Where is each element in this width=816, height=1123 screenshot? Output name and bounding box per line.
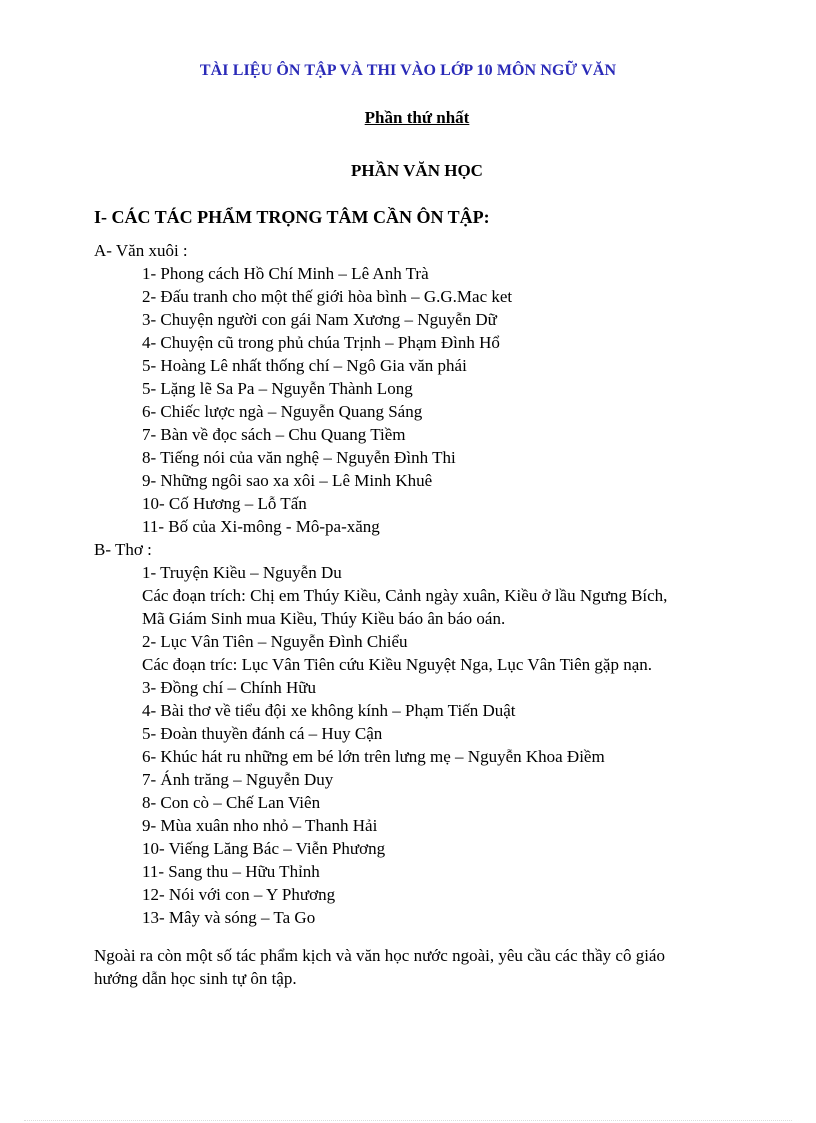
poetry-label: B- Thơ : xyxy=(94,540,152,559)
prose-item: 8- Tiếng nói của văn nghệ – Nguyễn Đình Thi xyxy=(142,448,456,467)
poetry-item: 8- Con cò – Chế Lan Viên xyxy=(142,793,321,812)
poetry-item: 4- Bài thơ về tiểu đội xe không kính – Phạm Tiến Duật xyxy=(142,701,516,720)
prose-item: 7- Bàn về đọc sách – Chu Quang Tiềm xyxy=(142,425,406,444)
poetry-item: 1- Truyện Kiều – Nguyễn Du xyxy=(142,563,342,582)
poetry-item: 10- Viếng Lăng Bác – Viễn Phương xyxy=(142,839,386,858)
poetry-excerpt-note: Mã Giám Sinh mua Kiều, Thúy Kiều báo ân báo oán. xyxy=(142,609,506,628)
poetry-excerpt-note: Các đoạn trích: Chị em Thúy Kiều, Cảnh ngày xuân, Kiều ở lầu Ngưng Bích, xyxy=(142,586,668,605)
poetry-excerpt-note: Các đoạn tríc: Lục Vân Tiên cứu Kiều Nguyệt Nga, Lục Vân Tiên gặp nạn. xyxy=(142,655,652,674)
part-name: PHẦN VĂN HỌC xyxy=(351,161,483,180)
poetry-item: 5- Đoàn thuyền đánh cá – Huy Cận xyxy=(142,724,383,743)
poetry-item: 6- Khúc hát ru những em bé lớn trên lưng mẹ – Nguyễn Khoa Điềm xyxy=(142,747,605,766)
prose-item: 9- Những ngôi sao xa xôi – Lê Minh Khuê xyxy=(142,471,433,490)
prose-item: 4- Chuyện cũ trong phủ chúa Trịnh – Phạm Đình Hổ xyxy=(142,333,500,352)
poetry-item: 11- Sang thu – Hữu Thỉnh xyxy=(142,862,320,881)
closing-note xyxy=(94,944,754,990)
poetry-item: 13- Mây và sóng – Ta Go xyxy=(142,908,316,927)
poetry-item: 2- Lục Vân Tiên – Nguyễn Đình Chiểu xyxy=(142,632,408,651)
prose-item: 10- Cố Hương – Lỗ Tấn xyxy=(142,494,307,513)
closing-note-line: Ngoài ra còn một số tác phẩm kịch và văn học nước ngoài, yêu cầu các thầy cô giáo xyxy=(94,946,665,965)
prose-item: 2- Đấu tranh cho một thế giới hòa bình – G.G.Mac ket xyxy=(142,287,513,306)
poetry-item: 9- Mùa xuân nho nhỏ – Thanh Hải xyxy=(142,816,378,835)
prose-item: 5- Hoàng Lê nhất thống chí – Ngô Gia văn phái xyxy=(142,356,467,375)
prose-item: 11- Bố của Xi-mông - Mô-pa-xăng xyxy=(142,517,380,536)
section-heading: I- CÁC TÁC PHẨM TRỌNG TÂM CẦN ÔN TẬP: xyxy=(94,207,490,227)
prose-item: 6- Chiếc lược ngà – Nguyễn Quang Sáng xyxy=(142,402,423,421)
document-title: TÀI LIỆU ÔN TẬP VÀ THI VÀO LỚP 10 MÔN NGỮ VĂN xyxy=(199,62,617,79)
prose-item: 3- Chuyện người con gái Nam Xương – Nguyễn Dữ xyxy=(142,310,497,329)
part-label: Phần thứ nhất xyxy=(364,108,470,127)
poetry-item: 3- Đồng chí – Chính Hữu xyxy=(142,678,317,697)
page-bottom-divider xyxy=(24,1120,792,1121)
works-list xyxy=(94,239,754,929)
prose-item: 1- Phong cách Hồ Chí Minh – Lê Anh Trà xyxy=(142,264,429,283)
prose-item: 5- Lặng lẽ Sa Pa – Nguyễn Thành Long xyxy=(142,379,413,398)
prose-label: A- Văn xuôi : xyxy=(94,241,188,260)
poetry-item: 7- Ánh trăng – Nguyễn Duy xyxy=(142,770,334,789)
poetry-item: 12- Nói với con – Y Phương xyxy=(142,885,336,904)
closing-note-line: hướng dẫn học sinh tự ôn tập. xyxy=(94,969,297,988)
